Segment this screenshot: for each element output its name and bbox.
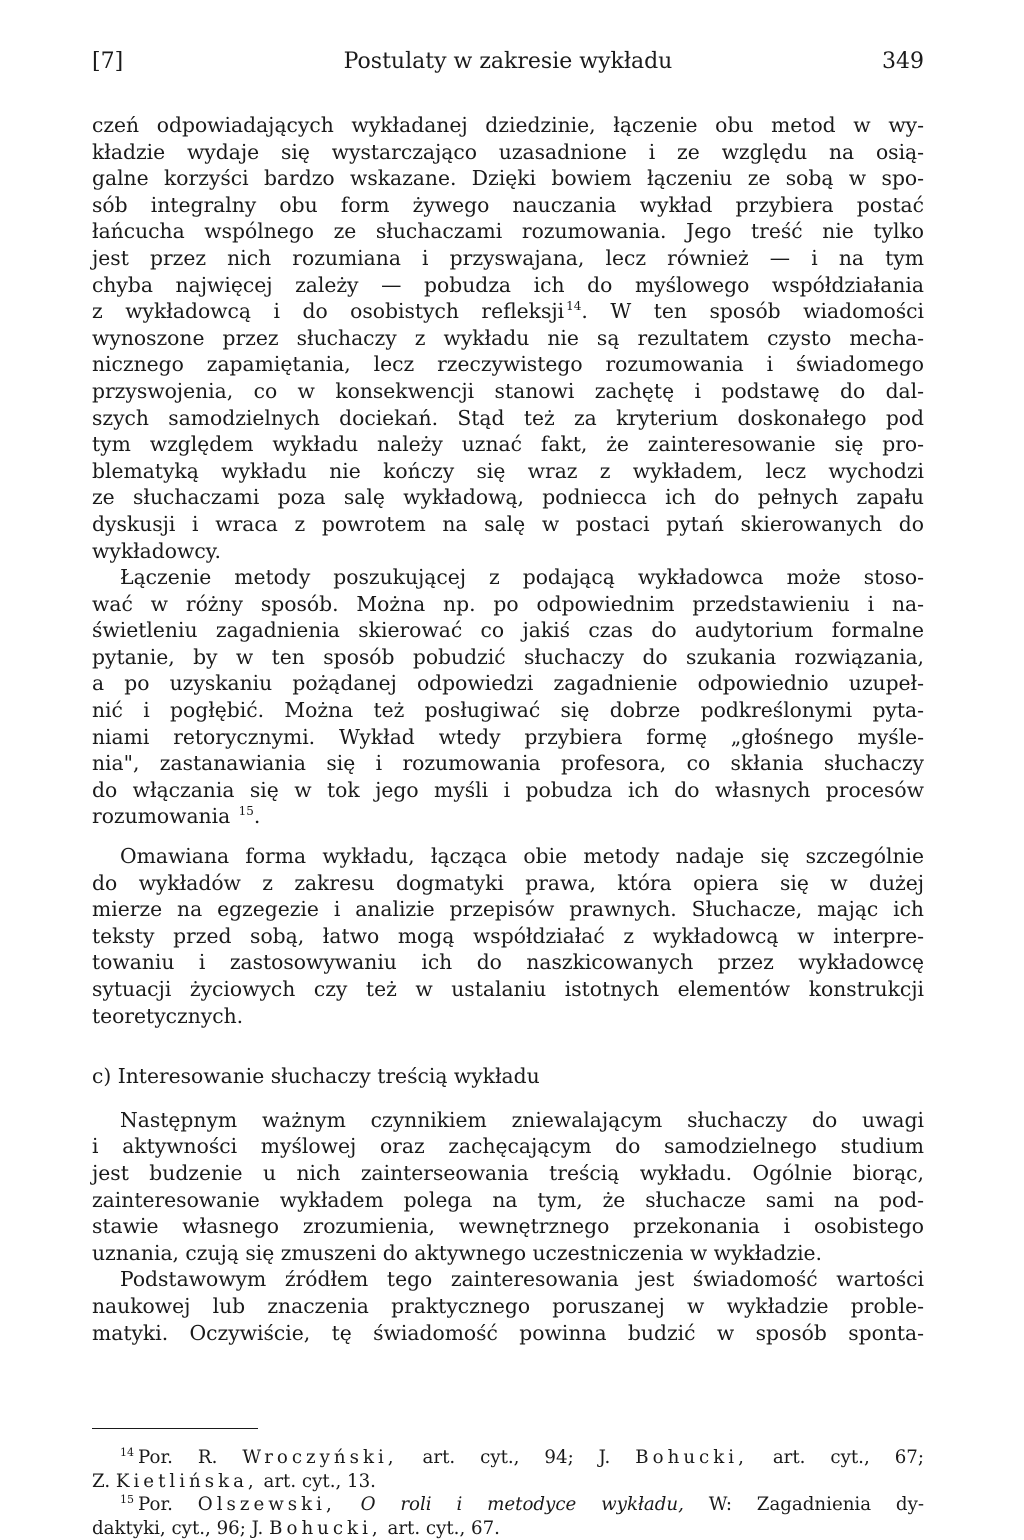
body-text bbox=[92, 112, 924, 1346]
footnote-rule bbox=[92, 1428, 258, 1429]
text-line: przyswojenia, co w konsekwencji stanowi zachętę i podstawę do dal- bbox=[92, 378, 924, 405]
text-line: wać w różny sposób. Można np. po odpowiednim przedstawieniu i na- bbox=[92, 591, 924, 618]
text-line: wynoszone przez słuchaczy z wykładu nie są rezultatem czysto mecha- bbox=[92, 325, 924, 352]
paragraph-1 bbox=[92, 112, 924, 564]
footnote-ref-14[interactable]: 14 bbox=[566, 299, 581, 313]
section-heading: c) Interesowanie słuchaczy treścią wykładu bbox=[92, 1063, 924, 1090]
footnote-14-line bbox=[92, 1470, 924, 1494]
text-line: nia", zastanawiania się i rozumowania profesora, co skłania słuchaczy bbox=[92, 750, 924, 777]
text-line: i aktywności myślowej oraz zachęcającym do samodzielnego studium bbox=[92, 1133, 924, 1160]
text-span: . bbox=[254, 804, 260, 828]
text-span: art. cyt., 67; bbox=[773, 1447, 924, 1468]
text-line: wykładowcy. bbox=[92, 538, 924, 565]
footnote-ref-15[interactable]: 15 bbox=[239, 804, 254, 818]
paragraph-4 bbox=[92, 1107, 924, 1267]
text-line: towaniu i zastosowywaniu ich do naszkicowanych przez wykładowcę bbox=[92, 949, 924, 976]
text-line: świetleniu zagadnienia skierować co jakiś czas do audytorium formalne bbox=[92, 617, 924, 644]
text-line: nicznego zapamiętania, lecz rzeczywistego rozumowania i świadomego bbox=[92, 351, 924, 378]
text-span: daktyki, cyt., 96; J. bbox=[92, 1518, 263, 1539]
text-line: sób integralny obu form żywego nauczania wykład przybiera postać bbox=[92, 192, 924, 219]
text-span: art. cyt., 13. bbox=[264, 1471, 376, 1492]
paragraph-5 bbox=[92, 1266, 924, 1346]
text-line: Omawiana forma wykładu, łącząca obie metody nadaje się szczególnie bbox=[92, 843, 924, 870]
section-gap bbox=[92, 1090, 924, 1107]
text-line: tym względem wykładu należy uznać fakt, że zainteresowanie się pro- bbox=[92, 431, 924, 458]
text-line: do włączania się w tok jego myśli i pobudza ich do własnych procesów bbox=[92, 777, 924, 804]
text-line bbox=[92, 803, 924, 830]
author-name: Olszewski, bbox=[198, 1494, 336, 1515]
text-span: W: Zagadnienia dy- bbox=[709, 1494, 924, 1515]
text-line: do wykładów z zakresu dogmatyki prawa, która opiera się w dużej bbox=[92, 870, 924, 897]
running-title: Postulaty w zakresie wykładu bbox=[92, 46, 924, 78]
text-span: z wykładowcą i do osobistych refleksji bbox=[92, 299, 564, 323]
paragraph-3 bbox=[92, 843, 924, 1029]
text-line: niami retorycznymi. Wykład wtedy przybiera formę „głośnego myśle- bbox=[92, 724, 924, 751]
text-line: szych samodzielnych dociekań. Stąd też za kryterium doskonałego pod bbox=[92, 405, 924, 432]
text-line: ze słuchaczami poza salę wykładową, podniecca ich do pełnych zapału bbox=[92, 484, 924, 511]
author-name: Wroczyński, bbox=[242, 1447, 397, 1468]
text-line: teksty przed sobą, łatwo mogą współdziałać z wykładowcą w interpre- bbox=[92, 923, 924, 950]
text-line: nić i pogłębić. Można też posługiwać się dobrze podkreślonymi pyta- bbox=[92, 697, 924, 724]
text-line: teoretycznych. bbox=[92, 1003, 924, 1030]
text-line: czeń odpowiadających wykładanej dziedzinie, łączenie obu metod w wy- bbox=[92, 112, 924, 139]
text-line: blematyką wykładu nie kończy się wraz z wykładem, lecz wychodzi bbox=[92, 458, 924, 485]
text-line: uznania, czują się zmuszeni do aktywnego uczestniczenia w wykładzie. bbox=[92, 1240, 924, 1267]
text-span: Por. R. bbox=[138, 1447, 217, 1468]
section-number: [7] bbox=[92, 46, 123, 78]
text-line: stawie własnego zrozumienia, wewnętrznego przekonania i osobistego bbox=[92, 1213, 924, 1240]
footnotes bbox=[92, 1446, 924, 1540]
author-name: Kietlińska, bbox=[116, 1471, 258, 1492]
text-line: łańcucha wspólnego ze słuchaczami rozumowania. Jego treść nie tylko bbox=[92, 218, 924, 245]
footnote-15-line bbox=[92, 1517, 924, 1540]
footnote-15-line bbox=[92, 1493, 924, 1517]
text-span: rozumowania bbox=[92, 804, 230, 828]
running-head bbox=[92, 46, 924, 78]
text-line: chyba najwięcej zależy — pobudza ich do myślowego współdziałania bbox=[92, 272, 924, 299]
text-span: art. cyt., 94; J. bbox=[423, 1447, 611, 1468]
footnote-number-14: 14 bbox=[120, 1446, 134, 1459]
text-line: dyskusji i wraca z powrotem na salę w postaci pytań skierowanych do bbox=[92, 511, 924, 538]
text-span: Z. bbox=[92, 1471, 110, 1492]
text-line: jest przez nich rozumiana i przyswajana, lecz również — i na tym bbox=[92, 245, 924, 272]
text-line: sytuacji życiowych czy też w ustalaniu istotnych elementów konstrukcji bbox=[92, 976, 924, 1003]
section-gap bbox=[92, 1029, 924, 1063]
text-line: jest budzenie u nich zainterseowania treścią wykładu. Ogólnie biorąc, bbox=[92, 1160, 924, 1187]
text-line: Podstawowym źródłem tego zainteresowania jest świadomość wartości bbox=[92, 1266, 924, 1293]
text-line: mierze na egzegezie i analizie przepisów prawnych. Słuchacze, mając ich bbox=[92, 896, 924, 923]
text-span: Por. bbox=[138, 1494, 173, 1515]
paragraph-gap bbox=[92, 830, 924, 843]
text-line bbox=[92, 298, 924, 325]
text-line: galne korzyści bardzo wskazane. Dzięki bowiem łączeniu ze sobą w spo- bbox=[92, 165, 924, 192]
work-title: O roli i metodyce wykładu, bbox=[361, 1494, 684, 1515]
text-line: kładzie wydaje się wystarczająco uzasadnione i ze względu na osią- bbox=[92, 139, 924, 166]
footnote-number-15: 15 bbox=[120, 1493, 134, 1506]
text-line: Następnym ważnym czynnikiem zniewalającym słuchaczy do uwagi bbox=[92, 1107, 924, 1134]
text-line: a po uzyskaniu pożądanej odpowiedzi zagadnienie odpowiednio uzupeł- bbox=[92, 670, 924, 697]
text-line: pytanie, by w ten sposób pobudzić słuchaczy do szukania rozwiązania, bbox=[92, 644, 924, 671]
author-name: Bohucki, bbox=[635, 1447, 748, 1468]
text-line: matyki. Oczywiście, tę świadomość powinna budzić w sposób sponta- bbox=[92, 1320, 924, 1347]
author-name: Bohucki, bbox=[269, 1518, 382, 1539]
text-span: art. cyt., 67. bbox=[387, 1518, 499, 1539]
text-line: Łączenie metody poszukującej z podającą wykładowca może stoso- bbox=[92, 564, 924, 591]
text-span: . W ten sposób wiadomości bbox=[581, 299, 924, 323]
footnote-14-line bbox=[92, 1446, 924, 1470]
text-line: zainteresowanie wykładem polega na tym, że słuchacze sami na pod- bbox=[92, 1187, 924, 1214]
page-number: 349 bbox=[882, 46, 924, 78]
paragraph-2 bbox=[92, 564, 924, 830]
text-line: naukowej lub znaczenia praktycznego poruszanej w wykładzie proble- bbox=[92, 1293, 924, 1320]
